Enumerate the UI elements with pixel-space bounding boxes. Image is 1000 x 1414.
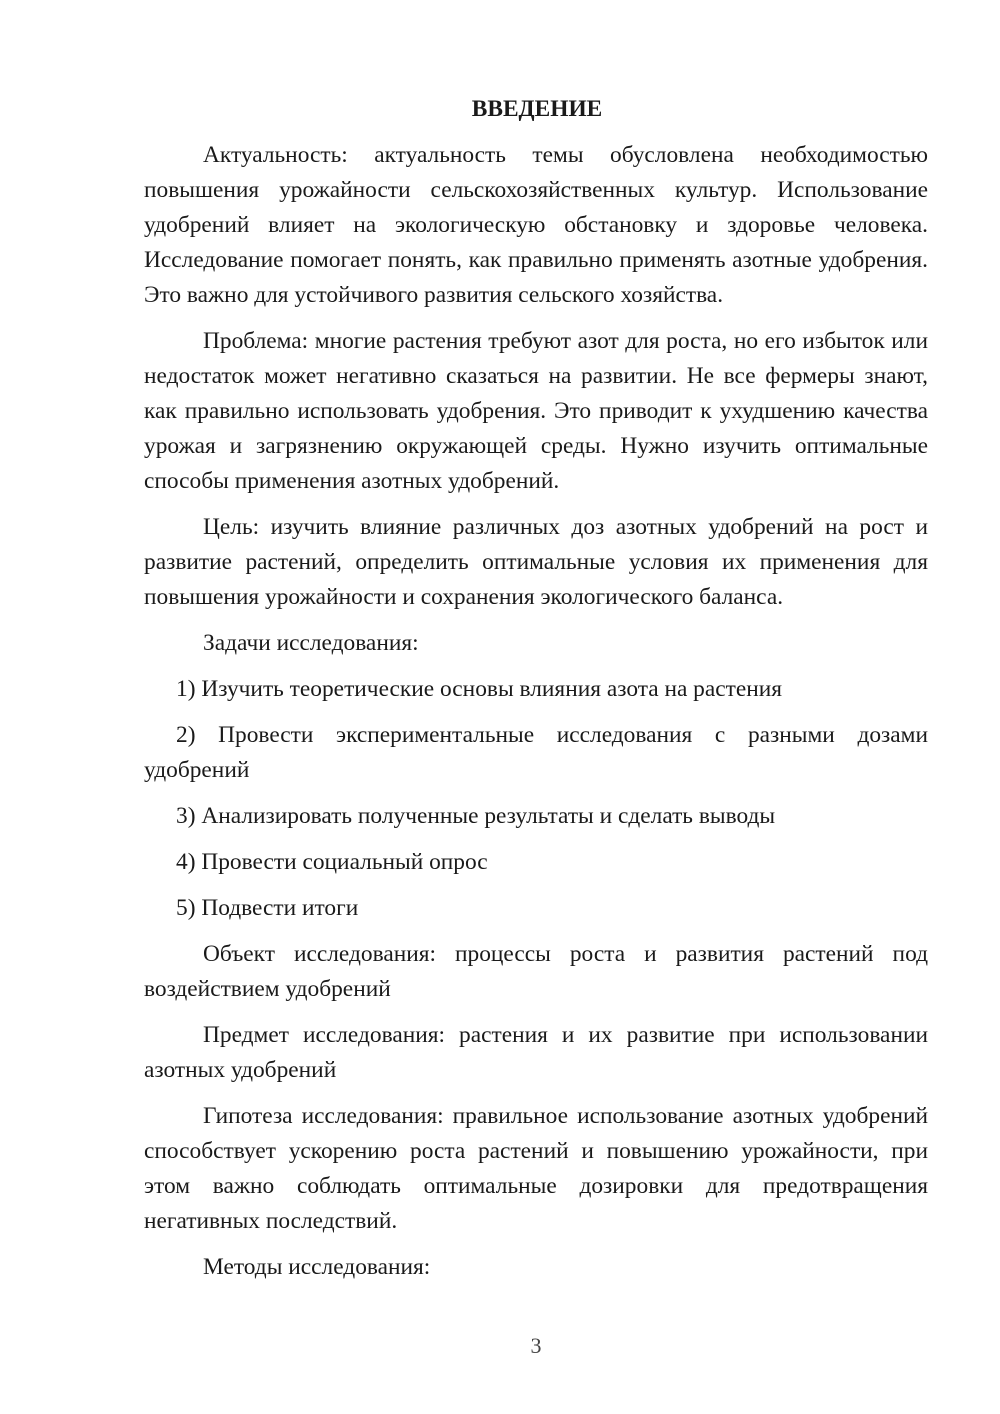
paragraph-relevance: Актуальность: актуальность темы обусловлена необходимостью повышения урожайности сельскохозяйственных культур. Использование удобрений влияет на экологическую обстановку и здоровье человека. Исследование помогает понять, как правильно применять азотные удобрения. Это важно для устойчивого развития сельского хозяйства. bbox=[144, 142, 928, 308]
methods-heading: Методы исследования: bbox=[203, 1254, 431, 1280]
page-number: 3 bbox=[530, 1333, 542, 1358]
list-item: 4) Провести социальный опрос bbox=[176, 849, 488, 875]
list-item: 2) Провести экспериментальные исследования с разными дозами удобрений bbox=[144, 722, 928, 783]
list-item: 3) Анализировать полученные результаты и сделать выводы bbox=[176, 803, 776, 829]
paragraph-object: Объект исследования: процессы роста и развития растений под воздействием удобрений bbox=[144, 941, 928, 1002]
paragraph-problem: Проблема: многие растения требуют азот для роста, но его избыток или недостаток может негативно сказаться на развитии. Не все фермеры знают, как правильно использовать удобрения. Это приводит к ухудшению качества урожая и загрязнению окружающей среды. Нужно изучить оптимальные способы применения азотных удобрений. bbox=[144, 328, 928, 494]
document-body bbox=[144, 92, 928, 1296]
paragraph-subject: Предмет исследования: растения и их развитие при использовании азотных удобрений bbox=[144, 1022, 928, 1083]
paragraph-goal: Цель: изучить влияние различных доз азотных удобрений на рост и развитие растений, определить оптимальные условия их применения для повышения урожайности и сохранения экологического баланса. bbox=[144, 514, 928, 610]
tasks-heading: Задачи исследования: bbox=[203, 630, 419, 656]
page-title: ВВЕДЕНИЕ bbox=[471, 96, 603, 122]
paragraph-hypothesis: Гипотеза исследования: правильное использование азотных удобрений способствует ускорению роста растений и повышению урожайности, при этом важно соблюдать оптимальные дозировки для предотвращения негативных последствий. bbox=[144, 1103, 928, 1234]
list-item: 1) Изучить теоретические основы влияния азота на растения bbox=[176, 676, 783, 702]
list-item: 5) Подвести итоги bbox=[176, 895, 359, 921]
